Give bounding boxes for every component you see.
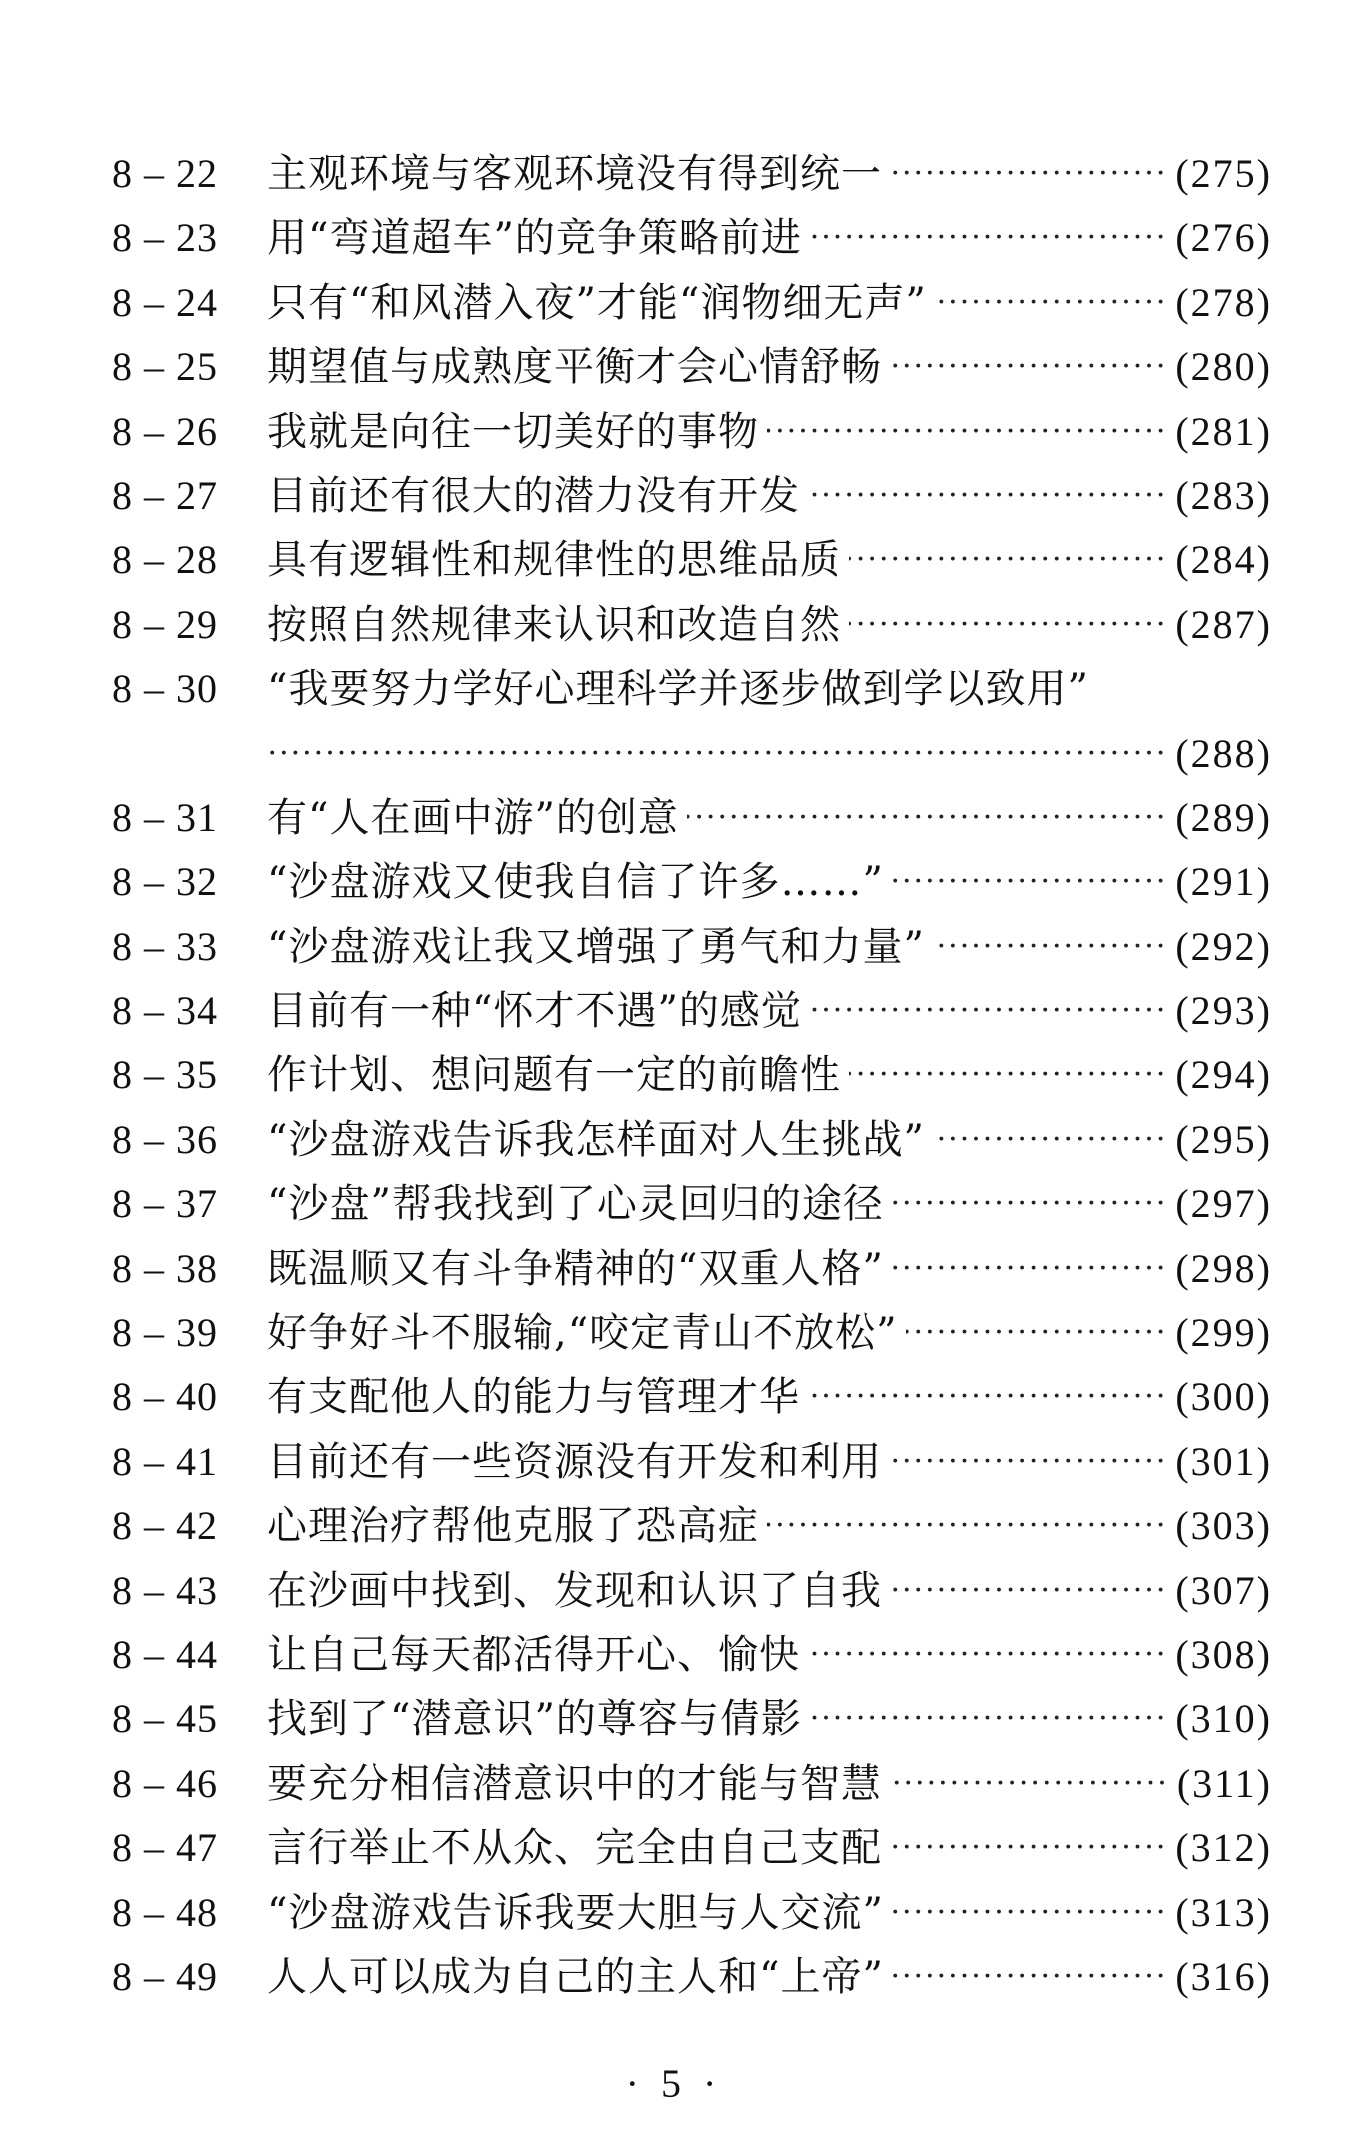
entry-title: 目前有一种“怀才不遇”的感觉: [267, 988, 802, 1035]
toc-entry[interactable]: [112, 528, 1272, 592]
toc-entry[interactable]: [112, 271, 1272, 335]
entry-number: 8 – 48: [112, 1889, 218, 1935]
dot-leader: [892, 1945, 1167, 2009]
entry-page: (312): [1175, 1825, 1272, 1871]
entry-title: 言行举止不从众、完全由自己支配: [267, 1825, 882, 1872]
entry-page: (293): [1175, 988, 1272, 1034]
entry-page: (287): [1175, 601, 1272, 647]
entry-page: (307): [1175, 1567, 1272, 1613]
entry-number: 8 – 49: [112, 1953, 218, 1999]
entry-number: 8 – 42: [112, 1503, 218, 1549]
entry-number: 8 – 27: [112, 472, 218, 518]
dot-leader: [849, 1043, 1167, 1107]
entry-title: 用“弯道超车”的竞争策略前进: [267, 215, 802, 262]
table-of-contents: [112, 142, 1272, 2009]
toc-entry[interactable]: [112, 1108, 1272, 1172]
entry-title: “沙盘游戏让我又增强了勇气和力量”: [267, 923, 925, 970]
entry-title: “我要努力学好心理科学并逐步做到学以致用”: [267, 666, 1089, 713]
entry-title: 目前还有一些资源没有开发和利用: [267, 1438, 882, 1485]
toc-entry[interactable]: [112, 1752, 1272, 1816]
entry-title: 既温顺又有斗争精神的“双重人格”: [267, 1245, 884, 1292]
entry-number: 8 – 39: [112, 1310, 218, 1356]
entry-number: 8 – 24: [112, 279, 218, 325]
dot-leader: [767, 400, 1167, 464]
entry-title: “沙盘”帮我找到了心灵回归的途径: [267, 1181, 884, 1228]
entry-page: (284): [1175, 537, 1272, 583]
toc-entry[interactable]: [112, 1687, 1272, 1751]
page-number: · 5 ·: [625, 2061, 723, 2106]
toc-entry[interactable]: [112, 206, 1272, 270]
entry-page: (283): [1175, 472, 1272, 518]
dot-leader: [890, 1816, 1167, 1880]
entry-number: 8 – 34: [112, 988, 218, 1034]
entry-number: 8 – 25: [112, 344, 218, 390]
toc-entry[interactable]: [112, 142, 1272, 206]
dot-leader: [933, 1108, 1167, 1172]
toc-entry[interactable]: [112, 657, 1272, 721]
entry-title: 有“人在画中游”的创意: [267, 794, 679, 841]
entry-number: 8 – 44: [112, 1631, 218, 1677]
entry-number: 8 – 33: [112, 923, 218, 969]
entry-title: 期望值与成熟度平衡才会心情舒畅: [267, 344, 882, 391]
entry-page: (289): [1175, 794, 1272, 840]
entry-page: (300): [1175, 1374, 1272, 1420]
entry-number: 8 – 45: [112, 1696, 218, 1742]
entry-title: 要充分相信潜意识中的才能与智慧: [267, 1760, 882, 1807]
entry-title: 具有逻辑性和规律性的思维品质: [267, 537, 841, 584]
toc-entry[interactable]: [112, 400, 1272, 464]
toc-entry[interactable]: [112, 979, 1272, 1043]
entry-title: 好争好斗不服输,“咬定青山不放松”: [267, 1310, 898, 1357]
toc-entry-continuation[interactable]: [112, 722, 1272, 786]
entry-title: 人人可以成为自己的主人和“上帝”: [267, 1953, 884, 2000]
entry-page: (288): [1175, 730, 1272, 776]
entry-title: 作计划、想问题有一定的前瞻性: [267, 1052, 841, 1099]
entry-title: 有支配他人的能力与管理才华: [267, 1374, 800, 1421]
entry-number: 8 – 40: [112, 1374, 218, 1420]
toc-entry[interactable]: [112, 1043, 1272, 1107]
entry-title: 主观环境与客观环境没有得到统一: [267, 151, 882, 197]
toc-entry[interactable]: [112, 464, 1272, 528]
toc-entry[interactable]: [112, 1237, 1272, 1301]
entry-page: (280): [1175, 344, 1272, 390]
entry-page: (303): [1175, 1503, 1272, 1549]
entry-page: (276): [1175, 215, 1272, 261]
dot-leader: [810, 206, 1167, 270]
toc-entry[interactable]: [112, 335, 1272, 399]
dot-leader: [849, 593, 1167, 657]
entry-number: 8 – 37: [112, 1181, 218, 1227]
entry-page: (308): [1175, 1631, 1272, 1677]
entry-page: (292): [1175, 923, 1272, 969]
toc-entry[interactable]: [112, 1881, 1272, 1945]
dot-leader: [808, 1623, 1167, 1687]
entry-number: 8 – 32: [112, 859, 218, 905]
dot-leader: [849, 528, 1167, 592]
toc-entry[interactable]: [112, 593, 1272, 657]
toc-entry[interactable]: [112, 915, 1272, 979]
dot-leader: [890, 1559, 1167, 1623]
entry-page: (299): [1175, 1310, 1272, 1356]
entry-title: “沙盘游戏告诉我要大胆与人交流”: [267, 1889, 884, 1936]
entry-page: (291): [1175, 859, 1272, 905]
dot-leader: [890, 1752, 1169, 1816]
entry-number: 8 – 36: [112, 1116, 218, 1162]
entry-number: 8 – 29: [112, 601, 218, 647]
entry-title: 找到了“潜意识”的尊容与倩影: [267, 1696, 802, 1743]
dot-leader: [933, 915, 1167, 979]
dot-leader: [890, 1430, 1167, 1494]
dot-leader: [892, 1237, 1167, 1301]
entry-page: (301): [1175, 1438, 1272, 1484]
toc-entry[interactable]: [112, 1559, 1272, 1623]
entry-title: 心理治疗帮他克服了恐高症: [267, 1503, 759, 1550]
entry-number: 8 – 43: [112, 1567, 218, 1613]
entry-page: (316): [1175, 1953, 1272, 1999]
entry-page: (294): [1175, 1052, 1272, 1098]
toc-entry[interactable]: [112, 1494, 1272, 1558]
entry-title: 按照自然规律来认识和改造自然: [267, 601, 841, 648]
entry-title: 目前还有很大的潜力没有开发: [267, 472, 800, 519]
toc-entry[interactable]: [112, 1623, 1272, 1687]
dot-leader: [808, 464, 1167, 528]
toc-entry[interactable]: [112, 1365, 1272, 1429]
entry-number: 8 – 26: [112, 408, 218, 454]
entry-number: 8 – 38: [112, 1245, 218, 1291]
entry-title: 让自己每天都活得开心、愉快: [267, 1631, 800, 1678]
toc-entry[interactable]: [112, 1430, 1272, 1494]
entry-page: (275): [1175, 151, 1272, 196]
entry-title: “沙盘游戏告诉我怎样面对人生挑战”: [267, 1116, 925, 1163]
toc-entry[interactable]: [112, 786, 1272, 850]
dot-leader: [890, 335, 1167, 399]
dot-leader: [267, 722, 1167, 786]
toc-entry[interactable]: [112, 1301, 1272, 1365]
entry-number: 8 – 30: [112, 666, 218, 712]
entry-page: (298): [1175, 1245, 1272, 1291]
entry-page: (281): [1175, 408, 1272, 454]
dot-leader: [906, 1301, 1168, 1365]
entry-page: (313): [1175, 1889, 1272, 1935]
entry-page: (278): [1175, 279, 1272, 325]
entry-number: 8 – 47: [112, 1825, 218, 1871]
entry-number: 8 – 41: [112, 1438, 218, 1484]
entry-number: 8 – 35: [112, 1052, 218, 1098]
entry-number: 8 – 31: [112, 794, 218, 840]
entry-page: (310): [1175, 1696, 1272, 1742]
dot-leader: [892, 1881, 1167, 1945]
entry-number: 8 – 23: [112, 215, 218, 261]
dot-leader: [935, 271, 1168, 335]
entry-number: 8 – 46: [112, 1760, 218, 1806]
dot-leader: [890, 142, 1167, 206]
dot-leader: [687, 786, 1167, 850]
toc-entry[interactable]: [112, 1172, 1272, 1236]
entry-title: “沙盘游戏又使我自信了许多……”: [267, 859, 884, 906]
entry-page: (295): [1175, 1116, 1272, 1162]
toc-entry[interactable]: [112, 1816, 1272, 1880]
entry-title: 只有“和风潜入夜”才能“润物细无声”: [267, 279, 927, 326]
entry-number: 8 – 22: [112, 151, 218, 196]
toc-entry[interactable]: [112, 1945, 1272, 2009]
entry-page: (311): [1176, 1760, 1272, 1806]
dot-leader: [767, 1494, 1167, 1558]
dot-leader: [892, 1172, 1167, 1236]
entry-title: 在沙画中找到、发现和认识了自我: [267, 1567, 882, 1614]
entry-title: 我就是向往一切美好的事物: [267, 408, 759, 455]
dot-leader: [808, 1365, 1167, 1429]
toc-entry[interactable]: [112, 850, 1272, 914]
dot-leader: [810, 979, 1167, 1043]
dot-leader: [892, 850, 1167, 914]
dot-leader: [810, 1687, 1167, 1751]
entry-page: (297): [1175, 1181, 1272, 1227]
entry-number: 8 – 28: [112, 537, 218, 583]
